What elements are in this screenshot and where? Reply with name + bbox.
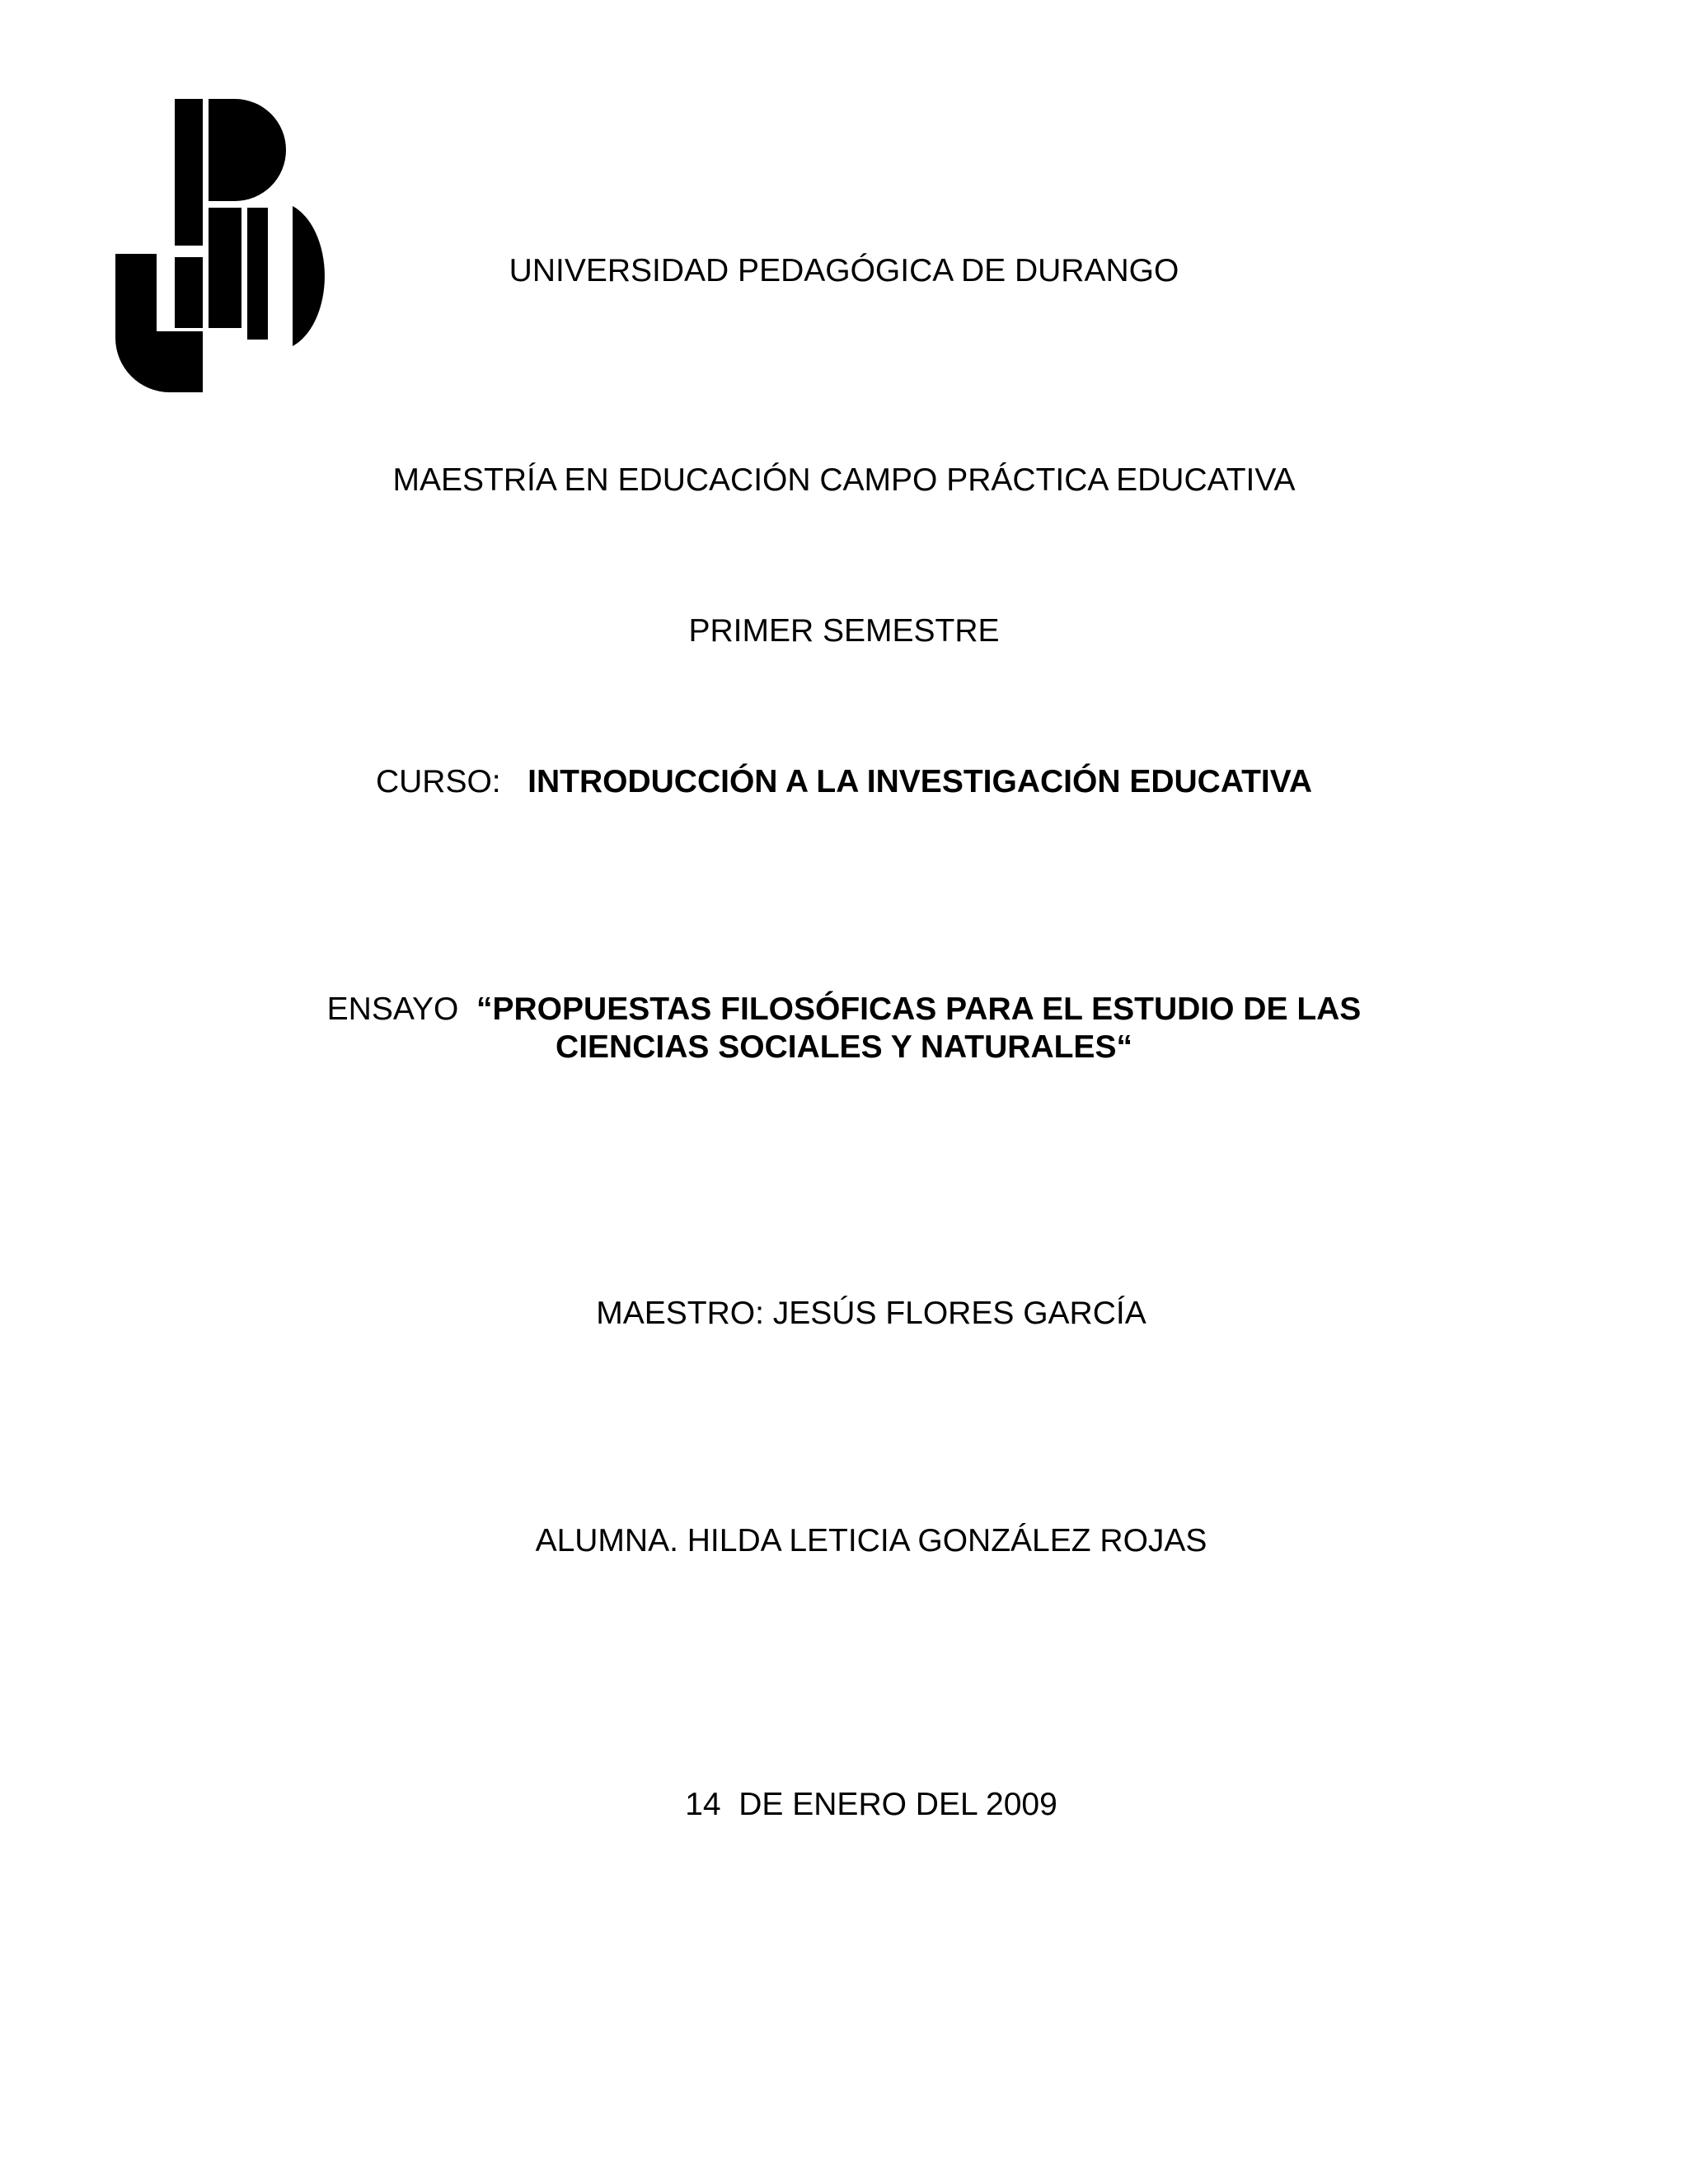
university-name: UNIVERSIDAD PEDAGÓGICA DE DURANGO (509, 253, 1179, 288)
essay-line-1 (0, 991, 1688, 1029)
essay-title-line-2: CIENCIAS SOCIALES Y NATURALES“ (556, 1029, 1132, 1066)
teacher-name: MAESTRO: JESÚS FLORES GARCÍA (596, 1296, 1146, 1331)
semester: PRIMER SEMESTRE (688, 613, 1000, 649)
upd-logo-icon (115, 99, 331, 392)
essay-block (0, 991, 1688, 1066)
course-title: INTRODUCCIÓN A LA INVESTIGACIÓN EDUCATIVA (528, 764, 1313, 799)
essay-label: ENSAYO (326, 991, 459, 1027)
essay-title-line-1: “PROPUESTAS FILOSÓFICAS PARA EL ESTUDIO DE LAS (476, 991, 1362, 1027)
program-name: MAESTRÍA EN EDUCACIÓN CAMPO PRÁCTICA EDUCATIVA (392, 462, 1296, 498)
course-label: CURSO: (375, 764, 501, 799)
student-name: ALUMNA. HILDA LETICIA GONZÁLEZ ROJAS (535, 1523, 1207, 1558)
course-line (0, 764, 1688, 801)
date: 14 DE ENERO DEL 2009 (685, 1787, 1057, 1822)
